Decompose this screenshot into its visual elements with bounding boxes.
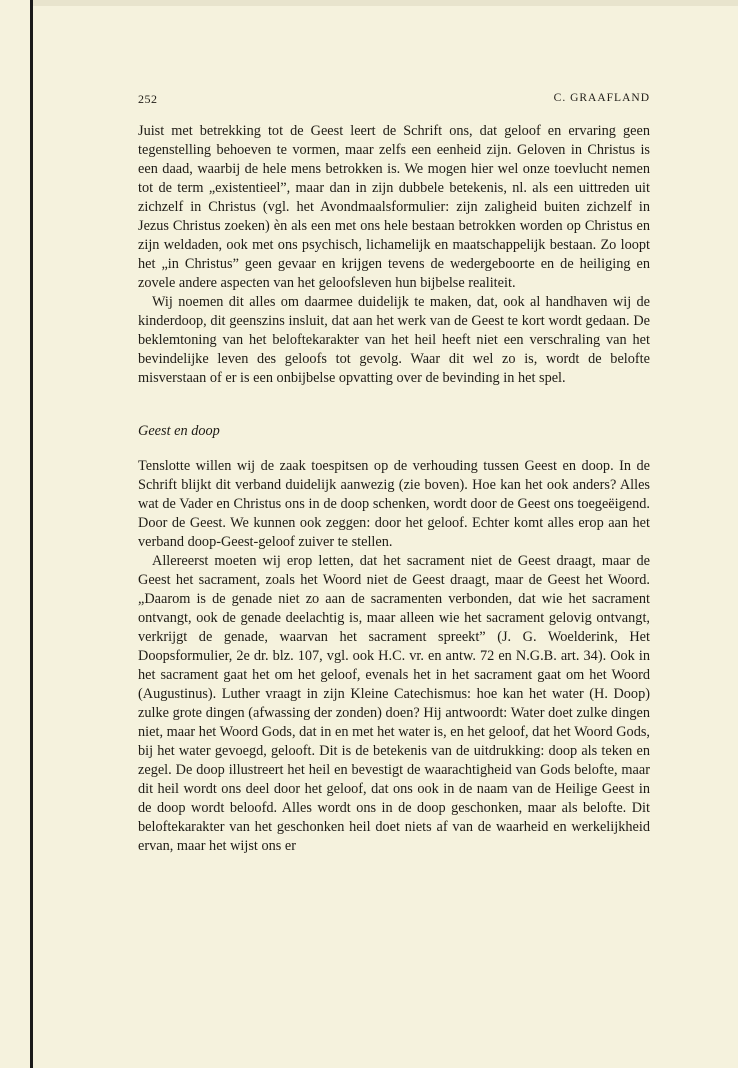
scan-edge-left xyxy=(30,0,33,1068)
scan-edge-top xyxy=(30,0,738,6)
body-text xyxy=(138,122,650,856)
paragraph: Tenslotte willen wij de zaak toespitsen op de verhouding tussen Geest en doop. In de Schrift blijkt dit verband duidelijk aanwezig (zie boven). Hoe kan het ook anders? Alles wat de Vader en Christus ons in de doop schenken, wordt door de Geest ons toegeëigend. Door de Geest. We kunnen ook zeggen: door het geloof. Echter komt alles erop aan het verband doop-Geest-geloof zuiver te stellen. xyxy=(138,458,650,550)
section-heading: Geest en doop xyxy=(138,423,220,439)
paragraph: Juist met betrekking tot de Geest leert de Schrift ons, dat geloof en ervaring geen tegenstelling behoeven te vormen, maar zelfs een eenheid zijn. Geloven in Christus is een daad, waarbij de hele mens betrokken is. We mogen hier wel onze toevlucht nemen tot de term „existentieel”, maar dan in zijn dubbele betekenis, nl. als een uittreden uit zichzelf in Christus (vgl. het Avondmaalsformulier: zijn zaligheid buiten zichzelf in Jezus Christus zoeken) èn als een met ons hele bestaan betrokken worden op Christus en zijn weldaden, ook met ons psychisch, lichamelijk en maatschappelijk bestaan. Zo loopt het „in Christus” geen gevaar en krijgen tevens de wedergeboorte en de heiliging en zovele andere aspecten van het geloofsleven hun bijbelse realiteit. xyxy=(138,123,650,291)
paragraph: Allereerst moeten wij erop letten, dat het sacrament niet de Geest draagt, maar de Geest het sacrament, zoals het Woord niet de Geest draagt, maar de Geest het Woord. „Daarom is de genade niet zo aan de sacramenten verbonden, dat wie het sacrament ontvangt, ook de genade deelachtig is, maar alleen wie het sacrament gelovig ontvangt, verkrijgt de genade, waarvan het sacrament spreekt” (J. G. Woelderink, Het Doopsformulier, 2e dr. blz. 107, vgl. ook H.C. vr. en antw. 72 en N.G.B. art. 34). Ook in het sacrament gaat het om het geloof, evenals het in het sacrament gaat om het Woord (Augustinus). Luther vraagt in zijn Kleine Catechismus: hoe kan het water (H. Doop) zulke grote dingen (afwassing der zonden) doen? Hij antwoordt: Water doet zulke dingen niet, maar het Woord Gods, dat in en met het water is, en het geloof, dat het Woord Gods, bij het water gevoegd, gelooft. Dit is de betekenis van de uitdrukking: doop als teken en zegel. De doop illustreert het heil en bevestigt de waarachtigheid van Gods belofte, maar dit heil wordt ons deel door het geloof, dat ons ook in de naam van de Heilige Geest in de doop wordt beloofd. Alles wordt ons in de doop geschonken, maar als belofte. Dit beloftekarakter van het geschonken heil doet niets af van de waarheid en werkelijkheid ervan, maar het wijst ons er xyxy=(138,553,650,854)
page-header xyxy=(138,92,650,108)
paragraph: Wij noemen dit alles om daarmee duidelijk te maken, dat, ook al handhaven wij de kinderdoop, dit geenszins insluit, dat aan het werk van de Geest te kort wordt gedaan. De beklemtoning van het beloftekarakter van het heil heeft niet een verschraling van het bevindelijke leven des geloofs tot gevolg. Waar dit wel zo is, wordt de belofte misverstaan of er is een onbijbelse opvatting over de bevinding in het spel. xyxy=(138,294,650,386)
page-number: 252 xyxy=(138,92,158,106)
running-head-author: C. GRAAFLAND xyxy=(553,92,650,104)
